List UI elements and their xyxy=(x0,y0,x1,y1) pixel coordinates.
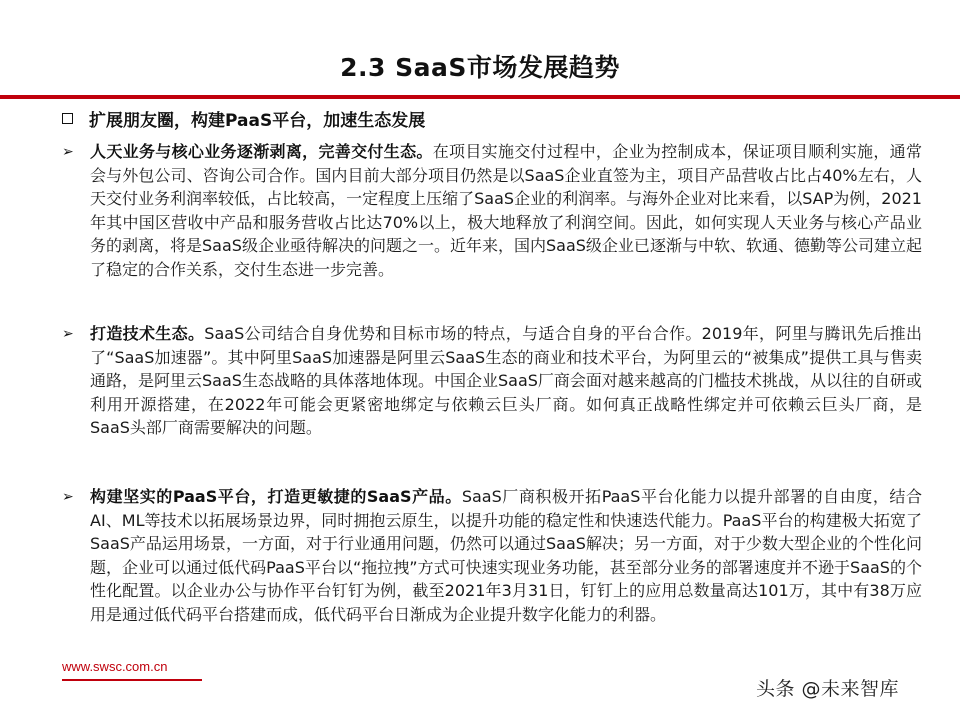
bullet-item xyxy=(62,322,922,440)
bullet-lead: 人天业务与核心业务逐渐剥离，完善交付生态。 xyxy=(90,142,433,161)
bullet-text: SaaS公司结合自身优势和目标市场的特点，与适合自身的平台合作。2019年，阿里与腾讯先后推出了“SaaS加速器”。其中阿里SaaS加速器是阿里云SaaS生态的商业和技术平台，为阿里云的“被集成”提供工具与售卖通路，是阿里云SaaS生态战略的具体落地体现。中国企业SaaS厂商会面对越来越高的门槛技术挑战，从以往的自研或利用开源搭建，在2022年可能会更紧密地绑定与依赖云巨头厂商。如何真正战略性绑定并可依赖云巨头厂商，是SaaS头部厂商需要解决的问题。 xyxy=(90,324,922,437)
footer-url: www.swsc.com.cn xyxy=(62,659,168,674)
arrow-bullet-icon: ➢ xyxy=(62,326,74,342)
bullet-paragraph xyxy=(90,485,922,626)
checkbox-square-icon xyxy=(62,113,73,124)
title-divider xyxy=(0,95,960,99)
bullet-paragraph xyxy=(90,322,922,440)
bullet-item xyxy=(62,485,922,626)
bullet-text: SaaS厂商积极开拓PaaS平台化能力以提升部署的自由度，结合AI、ML等技术以拓展场景边界，同时拥抱云原生，以提升功能的稳定性和快速迭代能力。PaaS平台的构建极大拓宽了SaaS产品运用场景，一方面，对于行业通用问题，仍然可以通过SaaS解决；另一方面，对于少数大型企业的个性化问题，企业可以通过低代码PaaS平台以“拖拉拽”方式可快速实现业务功能，甚至部分业务的部署速度并不逊于SaaS的个性化配置。以企业办公与协作平台钉钉为例，截至2021年3月31日，钉钉上的应用总数量高达101万，其中有38万应用是通过低代码平台搭建而成，低代码平台日渐成为企业提升数字化能力的利器。 xyxy=(90,487,923,624)
section-heading xyxy=(62,106,425,131)
footer-divider xyxy=(62,679,202,681)
section-heading-text: 扩展朋友圈，构建PaaS平台，加速生态发展 xyxy=(89,111,426,131)
page-title: 2.3 SaaS市场发展趋势 xyxy=(340,53,620,82)
bullet-text: 在项目实施交付过程中，企业为控制成本，保证项目顺利实施，通常会与外包公司、咨询公司合作。国内目前大部分项目仍然是以SaaS企业直签为主，项目产品营收占比占40%左右，人天交付业务利润率较低，占比较高，一定程度上压缩了SaaS企业的利润率。与海外企业对比来看，以SAP为例，2021年其中国区营收中产品和服务营收占比达70%以上，极大地释放了利润空间。因此，如何实现人天业务与核心产品业务的剥离，将是SaaS级企业亟待解决的问题之一。近年来，国内SaaS级企业已逐渐与中软、软通、德勤等公司建立起了稳定的合作关系，交付生态进一步完善。 xyxy=(90,142,922,279)
bullet-item xyxy=(62,140,922,281)
bullet-lead: 构建坚实的PaaS平台，打造更敏捷的SaaS产品。 xyxy=(90,487,462,506)
arrow-bullet-icon: ➢ xyxy=(62,144,74,160)
bullet-paragraph xyxy=(90,140,922,281)
bullet-lead: 打造技术生态。 xyxy=(90,324,205,343)
watermark: 头条 @未来智库 xyxy=(756,678,900,700)
arrow-bullet-icon: ➢ xyxy=(62,489,74,505)
